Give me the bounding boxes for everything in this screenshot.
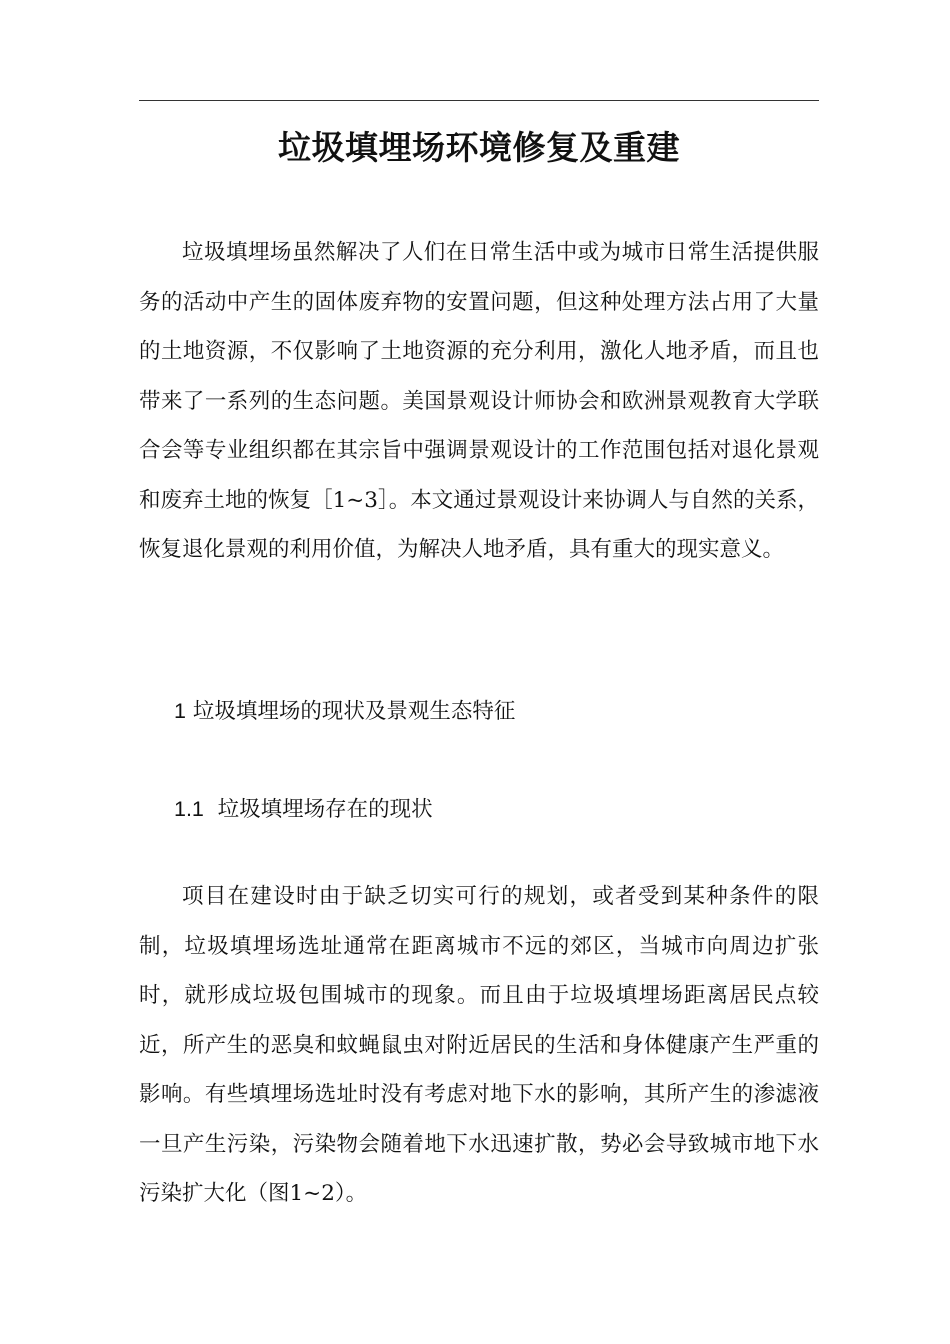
subsection-number: 1.1 (174, 797, 204, 821)
subsection-heading-text: 垃圾填埋场存在的现状 (217, 797, 433, 822)
section-number: 1 (174, 699, 186, 723)
subsection-heading-1-1 (174, 794, 819, 825)
subsection-paragraph: 项目在建设时由于缺乏切实可行的规划，或者受到某种条件的限制，垃圾填埋场选址通常在距离城市不远的郊区，当城市向周边扩张时，就形成垃圾包围城市的现象。而且由于垃圾填埋场距离居民点较近，所产生的恶臭和蚊蝇鼠虫对附近居民的生活和身体健康产生严重的影响。有些填埋场选址时没有考虑对地下水的影响，其所产生的渗滤液一旦产生污染，污染物会随着地下水迅速扩散，势必会导致城市地下水污染扩大化（图1~2）。 (139, 884, 819, 1206)
section-heading-1 (174, 696, 819, 727)
header-rule (139, 100, 819, 101)
section-heading-text: 垃圾填埋场的现状及景观生态特征 (192, 699, 516, 724)
document-title: 垃圾填埋场环境修复及重建 (278, 128, 680, 168)
intro-paragraph: 垃圾填埋场虽然解决了人们在日常生活中或为城市日常生活提供服务的活动中产生的固体废弃物的安置问题，但这种处理方法占用了大量的土地资源，不仅影响了土地资源的充分利用，激化人地矛盾，而且也带来了一系列的生态问题。美国景观设计师协会和欧洲景观教育大学联合会等专业组织都在其宗旨中强调景观设计的工作范围包括对退化景观和废弃土地的恢复［1~3］。本文通过景观设计来协调人与自然的关系，恢复退化景观的利用价值，为解决人地矛盾，具有重大的现实意义。 (139, 240, 819, 562)
